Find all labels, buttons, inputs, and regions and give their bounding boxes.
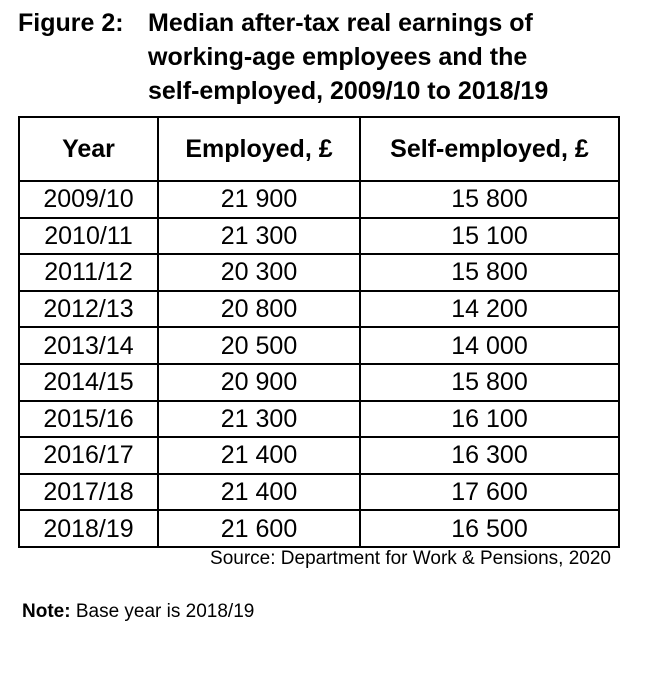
table-body (19, 181, 619, 547)
title-line-1: Median after-tax real earnings of (148, 9, 533, 37)
table-row (19, 401, 619, 438)
table-row (19, 218, 619, 255)
figure-number: Figure 2: (18, 9, 124, 37)
cell-year: 2018/19 (19, 510, 158, 547)
cell-employed: 20 500 (158, 327, 360, 364)
cell-year: 2016/17 (19, 437, 158, 474)
cell-employed: 20 300 (158, 254, 360, 291)
table-row (19, 474, 619, 511)
cell-year: 2015/16 (19, 401, 158, 438)
earnings-table (18, 116, 620, 548)
header-row (19, 117, 619, 181)
cell-year: 2010/11 (19, 218, 158, 255)
cell-year: 2013/14 (19, 327, 158, 364)
title-row (18, 6, 648, 108)
cell-employed: 20 900 (158, 364, 360, 401)
cell-self-employed: 15 800 (360, 181, 619, 218)
cell-year: 2012/13 (19, 291, 158, 328)
cell-employed: 21 400 (158, 474, 360, 511)
table-row (19, 510, 619, 547)
cell-employed: 21 300 (158, 401, 360, 438)
cell-employed: 21 600 (158, 510, 360, 547)
column-header-self-employed: Self-employed, £ (360, 117, 619, 181)
table-row (19, 181, 619, 218)
cell-year: 2014/15 (19, 364, 158, 401)
title-line-3: self-employed, 2009/10 to 2018/19 (148, 77, 549, 105)
cell-year: 2009/10 (43, 185, 134, 214)
table-row (19, 254, 619, 291)
figure-title (18, 6, 648, 108)
title-text (148, 6, 648, 108)
cell-self-employed: 14 200 (360, 291, 619, 328)
cell-self-employed: 17 600 (360, 474, 619, 511)
table-row (19, 327, 619, 364)
table-row (19, 291, 619, 328)
table-row (19, 364, 619, 401)
cell-self-employed: 14 000 (360, 327, 619, 364)
cell-self-employed: 16 500 (360, 510, 619, 547)
column-header-employed: Employed, £ (158, 117, 360, 181)
cell-year: 2017/18 (19, 474, 158, 511)
title-line-2: working-age employees and the (148, 43, 528, 71)
note-label: Note: (22, 601, 71, 622)
cell-year: 2011/12 (19, 254, 158, 291)
source-note: Source: Department for Work & Pensions, 2020 (210, 548, 611, 569)
cell-employed: 21 400 (158, 437, 360, 474)
table-row (19, 437, 619, 474)
note-text: Base year is 2018/19 (70, 601, 255, 622)
cell-employed: 20 800 (158, 291, 360, 328)
cell-self-employed: 15 800 (360, 364, 619, 401)
cell-self-employed: 16 100 (360, 401, 619, 438)
cell-employed: 21 300 (158, 218, 360, 255)
base-year-note (22, 601, 254, 623)
cell-self-employed: 16 300 (360, 437, 619, 474)
cell-employed: 21 900 (158, 181, 360, 218)
cell-self-employed: 15 100 (360, 218, 619, 255)
cell-self-employed: 15 800 (360, 254, 619, 291)
column-header-year: Year (19, 117, 158, 181)
